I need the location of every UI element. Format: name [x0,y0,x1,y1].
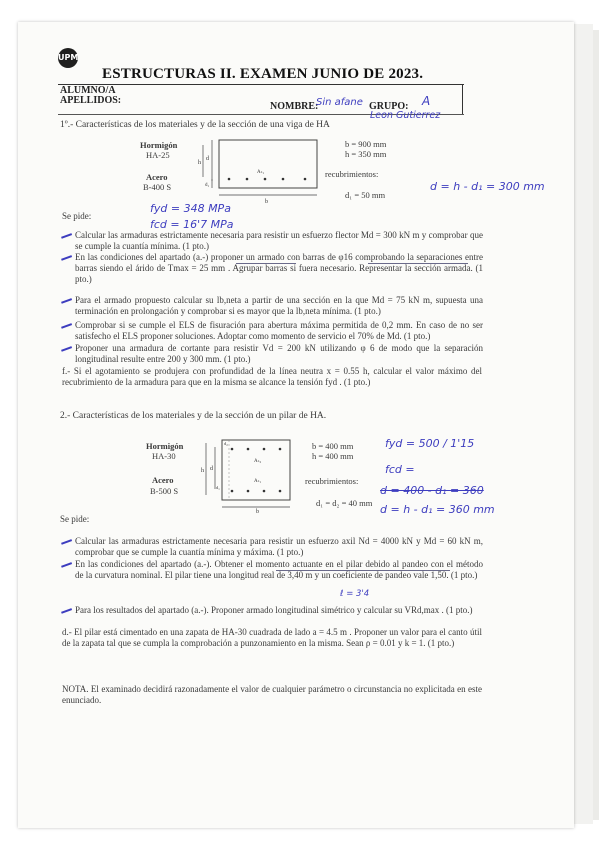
problem2-item-b: En las condiciones del apartado (a.-). Obtener el momento actuante en el pilar debido al pandeo con el método de la curvatura nominal. El pilar tiene una longitud real de 3,40 m y un coeficiente de pandeo vale 1,50. (1 pto.) [75,559,483,580]
fig1-d1-label: d₁ [205,183,210,188]
header-rule [58,84,464,85]
check-mark-2b [61,561,71,569]
handwritten-length: ℓ = 3'4 [340,589,370,599]
apellidos-label: APELLIDOS: [60,95,122,106]
underline [276,570,450,571]
column-height: h = 400 mm [312,451,354,461]
check-mark-c [61,297,71,305]
exam-note: NOTA. El examinado decidirá razonadamente el valor de cualquier parámetro o circunstancia no explicitada en este enunciado. [62,684,482,705]
recubrimiento-value: d₁ = 50 mm [345,190,386,200]
fig1-d-label: d [206,156,209,162]
fig1-b-label: b [265,199,268,205]
material2-concrete-grade: HA-30 [152,451,176,461]
university-logo: UPM [58,48,78,68]
check-mark-a [61,232,71,240]
handwritten-fcd: fcd = 16'7 MPa [150,218,234,231]
recubrimiento2-value: d₁ = d₂ = 40 mm [316,498,373,508]
problem1-heading: 1º.- Características de los materiales y de la sección de una viga de HA [60,120,330,130]
handwritten-d-strike: d = 400 - d₁ = 360 [380,484,484,497]
problem1-item-e: Proponer una armadura de cortante para resistir Vd = 200 kN utilizando φ 6 de modo que la separación longitudinal resulte entre 200 y 300 mm. (1 pto.) [75,343,483,364]
check-mark-d [61,322,71,330]
material2-steel-label: Acero [152,475,174,485]
fig1-h-label: h [198,160,201,166]
fig2-as2-label: Aₛ₂ [254,459,262,464]
problem2-heading: 2.- Características de los materiales y de la sección de un pilar de HA. [60,411,327,421]
handwritten-fcd2: fcd = [385,463,415,476]
handwritten-d2-calc: d = h - d₁ = 360 mm [380,503,495,516]
problem2-item-a: Calcular las armaduras estrictamente necesaria para resistir un esfuerzo axil Nd = 4000 kN y Md = 60 kN m, comprobar que se cumple la cuantía mínima y máxima. (1 pto.) [75,536,483,557]
nombre-handwritten: Sin afane [316,97,363,108]
fig2-as1-label: Aₛ₁ [254,479,262,484]
beam-section-figure [195,137,325,205]
problem1-item-d: Comprobar si se cumple el ELS de fisuración para abertura máxima permitida de 0,2 mm. En caso de no ser satisfecho el ELS proponer soluciones. Adoptar como momento de servicio el 70% de Md. (1 pto.) [75,320,483,341]
fig2-b-label: b [256,509,259,513]
column-section-figure [200,437,300,513]
apellidos-handwritten: Leon Gutierrez [370,110,441,121]
header-box-edge [462,84,463,114]
problem2-item-c: Para los resultados del apartado (a.-). Proponer armado longitudinal simétrico y calcular su VRd,max . (1 pto.) [75,605,473,615]
material2-concrete-label: Hormigón [146,441,184,451]
material2-steel-grade: B-500 S [150,486,179,496]
fig1-as-label: Aₛ₁ [257,170,265,175]
grupo-handwritten: A [422,94,431,108]
handwritten-fyd2: fyd = 500 / 1'15 [385,437,475,450]
problem2-item-d: d.- El pilar está cimentado en una zapata de HA-30 cuadrada de lado a = 4.5 m . Proponer un valor para el canto útil de la zapata tal que se cumpla la comprobación a punzonamiento en la misma. Sean ρ = 0.01 y k = 1. (1 pto.) [62,627,482,648]
alumno-label: ALUMNO/A [60,85,116,96]
se-pide2-label: Se pide: [60,514,90,524]
handwritten-fyd: fyd = 348 MPa [150,202,231,215]
column-width: b = 400 mm [312,441,354,451]
underline [236,263,296,264]
beam-width: b = 900 mm [345,139,387,149]
material-concrete-grade: HA-25 [146,150,170,160]
exam-title: ESTRUCTURAS II. EXAMEN JUNIO DE 2023. [102,66,424,82]
fig2-d-label: d [210,466,213,472]
fig2-h-label: h [201,468,204,474]
grupo-label: GRUPO: [369,101,409,112]
nombre-label: NOMBRE: [270,101,319,112]
problem1-item-b: En las condiciones del apartado (a.-) proponer un armado con barras de φ16 comprobando la separaciones entre barras siendo el árido de Tmax = 25 mm . Agrupar barras si fuera necesario. Representar la sección armada. (1 pto.) [75,252,483,284]
background-sheet [572,24,593,824]
fig2-d2-label: d₂ [224,441,228,446]
beam-height: h = 350 mm [345,149,387,159]
fig2-d1-label: d₁ [216,485,220,490]
recubrimientos2-label: recubrimientos: [305,476,359,486]
underline [368,263,468,264]
problem1-item-f: f.- Si el agotamiento se produjera con profundidad de la línea neutra x = 0.55 h, calcular el valor máximo del recubrimiento de la armadura para que en la misma se alcance la tensión fyd . (1 pto.) [62,366,482,387]
recubrimientos-label: recubrimientos: [325,169,379,179]
se-pide-label: Se pide: [62,211,92,221]
check-mark-2a [61,538,71,546]
check-mark-e [61,345,71,353]
material-steel-label: Acero [146,172,168,182]
material-concrete-label: Hormigón [140,140,178,150]
handwritten-d-calc: d = h - d₁ = 300 mm [430,180,545,193]
problem1-item-c: Para el armado propuesto calcular su lb,neta a partir de una sección en la que Md = 75 kN m, supuesta una terminación en prolongación y comprobar si es mayor que la lb,neta mínima. (1 pto.) [75,295,483,316]
material-steel-grade: B-400 S [143,182,172,192]
check-mark-2c [61,607,71,615]
problem1-item-a: Calcular las armaduras estrictamente necesaria para resistir un esfuerzo flector Md = 300 kN m y comprobar que se cumple la cuantía mínima. (1 pto.) [75,230,483,251]
check-mark-b [61,254,71,262]
